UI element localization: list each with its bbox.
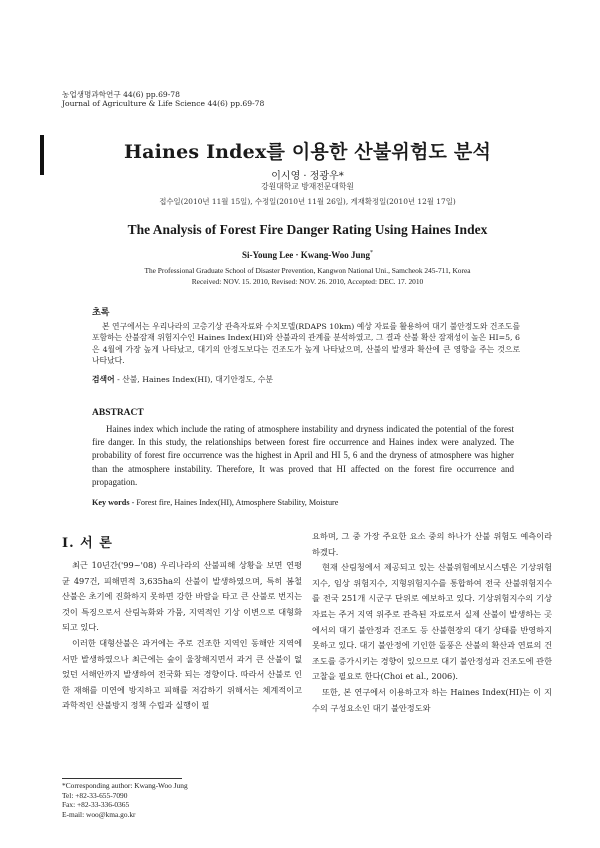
keywords-korean-text: - 산불, Haines Index(HI), 대기안정도, 수분 (114, 375, 273, 384)
title-korean: Haines Index를 이용한 산불위험도 분석 (123, 141, 492, 163)
authors-english (60, 250, 555, 260)
section-heading-introduction: Ⅰ. 서 론 (62, 536, 113, 551)
paragraph: 이러한 대형산불은 과거에는 주로 건조한 지역인 동해안 지역에서만 발생하였으나 최근에는 숲이 울창해지면서 과거 큰 산불이 없었던 서해안까지 발생하여 전국화 되는 경향이다. 따라서 산불로 인한 재해를 미연에 방지하고 피해를 저감하기 위해서는 체계적이고 과학적인 산불방지 정책 수립과 실행이 필 (62, 637, 302, 711)
body-column-left (62, 558, 302, 714)
keywords-english-label: Key words (92, 498, 130, 507)
abstract-korean-text: 본 연구에서는 우리나라의 고층기상 관측자료와 수치모델(RDAPS 10km) 예상 자료를 활용하여 대기 불안정도와 건조도를 포함하는 산불잠재 위험지수인 Haines Index(HI)와 산불과의 관계를 분석하였고, 그 결과 산불 확산 잠재성이 높은 HI=5, 6은 4월에 가장 높게 나타났고, 대기의 안정도보다는 건조도가 높게 나타났으며, 산불의 발생과 확산에 큰 영향을 주는 것으로 나타났다. (92, 322, 520, 366)
authors-english-names: Si-Young Lee · Kwang-Woo Jung (241, 250, 371, 260)
paragraph: 또한, 본 연구에서 이용하고자 하는 Haines Index(HI)는 이 지수의 구성요소인 대기 불안정도와 (312, 686, 552, 713)
dates-korean: 접수일(2010년 11월 15일), 수정일(2010년 11월 26일), 게재확정일(2010년 12월 17일) (159, 197, 456, 206)
keywords-english (92, 498, 338, 507)
journal-header-kr: 농업생명과학연구 44(6) pp.69-78 (62, 90, 180, 99)
authors-korean: 이시영 · 정광우* (271, 171, 344, 182)
footnote-tel: Tel: +82-33-655-7090 (62, 790, 128, 800)
affiliation-english-text: The Professional Graduate School of Disaster Prevention, Kangwon National Uni., Samcheok 245-711, Korea (144, 266, 471, 275)
paragraph: 최근 10년간('99~'08) 우리나라의 산불피해 상황을 보면 연평균 497건, 피해면적 3,635ha의 산불이 발생하였으며, 특히 봄철 산불은 초기에 진화하지 못하면 강한 바람을 타고 큰 산불로 번지는 것이 특징으로서 산림녹화와 가뭄, 지역적인 기상 이변으로 대형화되고 있다. (62, 560, 302, 633)
margin-bar (40, 135, 44, 175)
footnote-fax: Fax: +82-33-336-0365 (62, 800, 130, 810)
abstract-english-heading: ABSTRACT (92, 408, 144, 418)
journal-header-en: Journal of Agriculture & Life Science 44(6) pp.69-78 (62, 99, 265, 108)
title-english: The Analysis of Forest Fire Danger Rating Using Haines Index (127, 222, 488, 237)
corresponding-author: *Corresponding author: Kwang-Woo Jung (62, 781, 188, 790)
footnote (62, 781, 188, 819)
corresponding-mark: * (370, 250, 374, 256)
affiliation-korean: 강원대학교 방재전문대학원 (261, 182, 354, 191)
footnote-email: E-mail: woo@kma.go.kr (62, 809, 136, 819)
keywords-korean-label: 검색어 (92, 375, 115, 384)
keywords-korean (92, 374, 273, 385)
footnote-rule (62, 778, 182, 779)
keywords-english-text: - Forest fire, Haines Index(HI), Atmosphere Stability, Moisture (129, 498, 339, 507)
affiliation-english (60, 265, 555, 287)
dates-english: Received: NOV. 15. 2010, Revised: NOV. 26. 2010, Accepted: DEC. 17. 2010 (191, 277, 424, 286)
paragraph: 요하며, 그 중 가장 주요한 요소 중의 하나가 산불 위험도 예측이라 하겠다. (312, 531, 552, 557)
paragraph: 현재 산림청에서 제공되고 있는 산불위험예보시스템은 기상위험지수, 임상 위험지수, 지형위험지수를 통합하여 전국 산불위험지수를 전국 251개 시군구 단위로 예보하고 있다. 기상위험지수의 기상자료는 주거 지역 위주로 관측된 자료로서 실제 산불이 발생하는 곳에서의 대기 불안정과 건조도 등 산불현장의 대기 상태를 반영하지 못하고 있다. 대기 불안정에 기인한 돌풍은 산불의 확산과 연료의 건조도를 증가시키는 경향이 있으므로 대기 불안정성과 건조도에 관한 고찰을 필요로 한다(Choi et al., 2006). (312, 562, 552, 682)
abstract-korean-heading: 초록 (92, 308, 110, 318)
abstract-english-text: Haines index which include the rating of atmosphere instability and dryness indicated the potential of the forest fire danger. In this study, the relationships between forest fire occurrence and Haines index were analyzed. The probability of forest fire occurrence was the highest in April and HI 5, 6 and the dryness of atmosphere was higher than the atmosphere instability. Therefore, It was proved that HI affected on the forest fire occurrence and propagation. (92, 424, 514, 487)
body-column-right (312, 529, 552, 716)
